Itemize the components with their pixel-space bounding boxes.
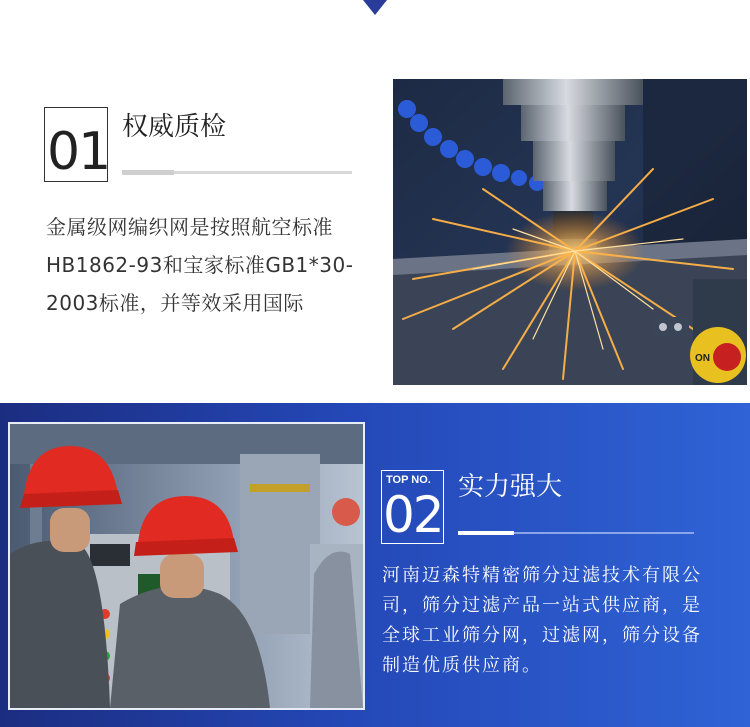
section-number: 01	[47, 122, 110, 182]
section-description: 金属级网编织网是按照航空标准HB1862-93和宝家标准GB1*30-2003标准，并等效采用国际	[46, 215, 354, 315]
top-no-badge: TOP NO.	[386, 474, 431, 486]
section-title: 权威质检	[122, 112, 227, 142]
section-number-box	[44, 107, 108, 182]
down-arrow-icon	[363, 0, 387, 15]
title-underline-2	[458, 532, 694, 534]
title-underline	[122, 171, 352, 174]
section-number-2: 02	[383, 486, 443, 544]
section-title-2: 实力强大	[458, 472, 563, 502]
panel-on-label: ON	[695, 353, 710, 364]
section-description-2: 河南迈森特精密筛分过滤技术有限公司，筛分过滤产品一站式供应商，是全球工业筛分网，过滤网，筛分设备制造优质供应商。	[382, 565, 702, 676]
section-number-box-2	[381, 470, 444, 544]
milling-machine-photo	[393, 79, 747, 385]
workers-photo	[8, 422, 365, 710]
